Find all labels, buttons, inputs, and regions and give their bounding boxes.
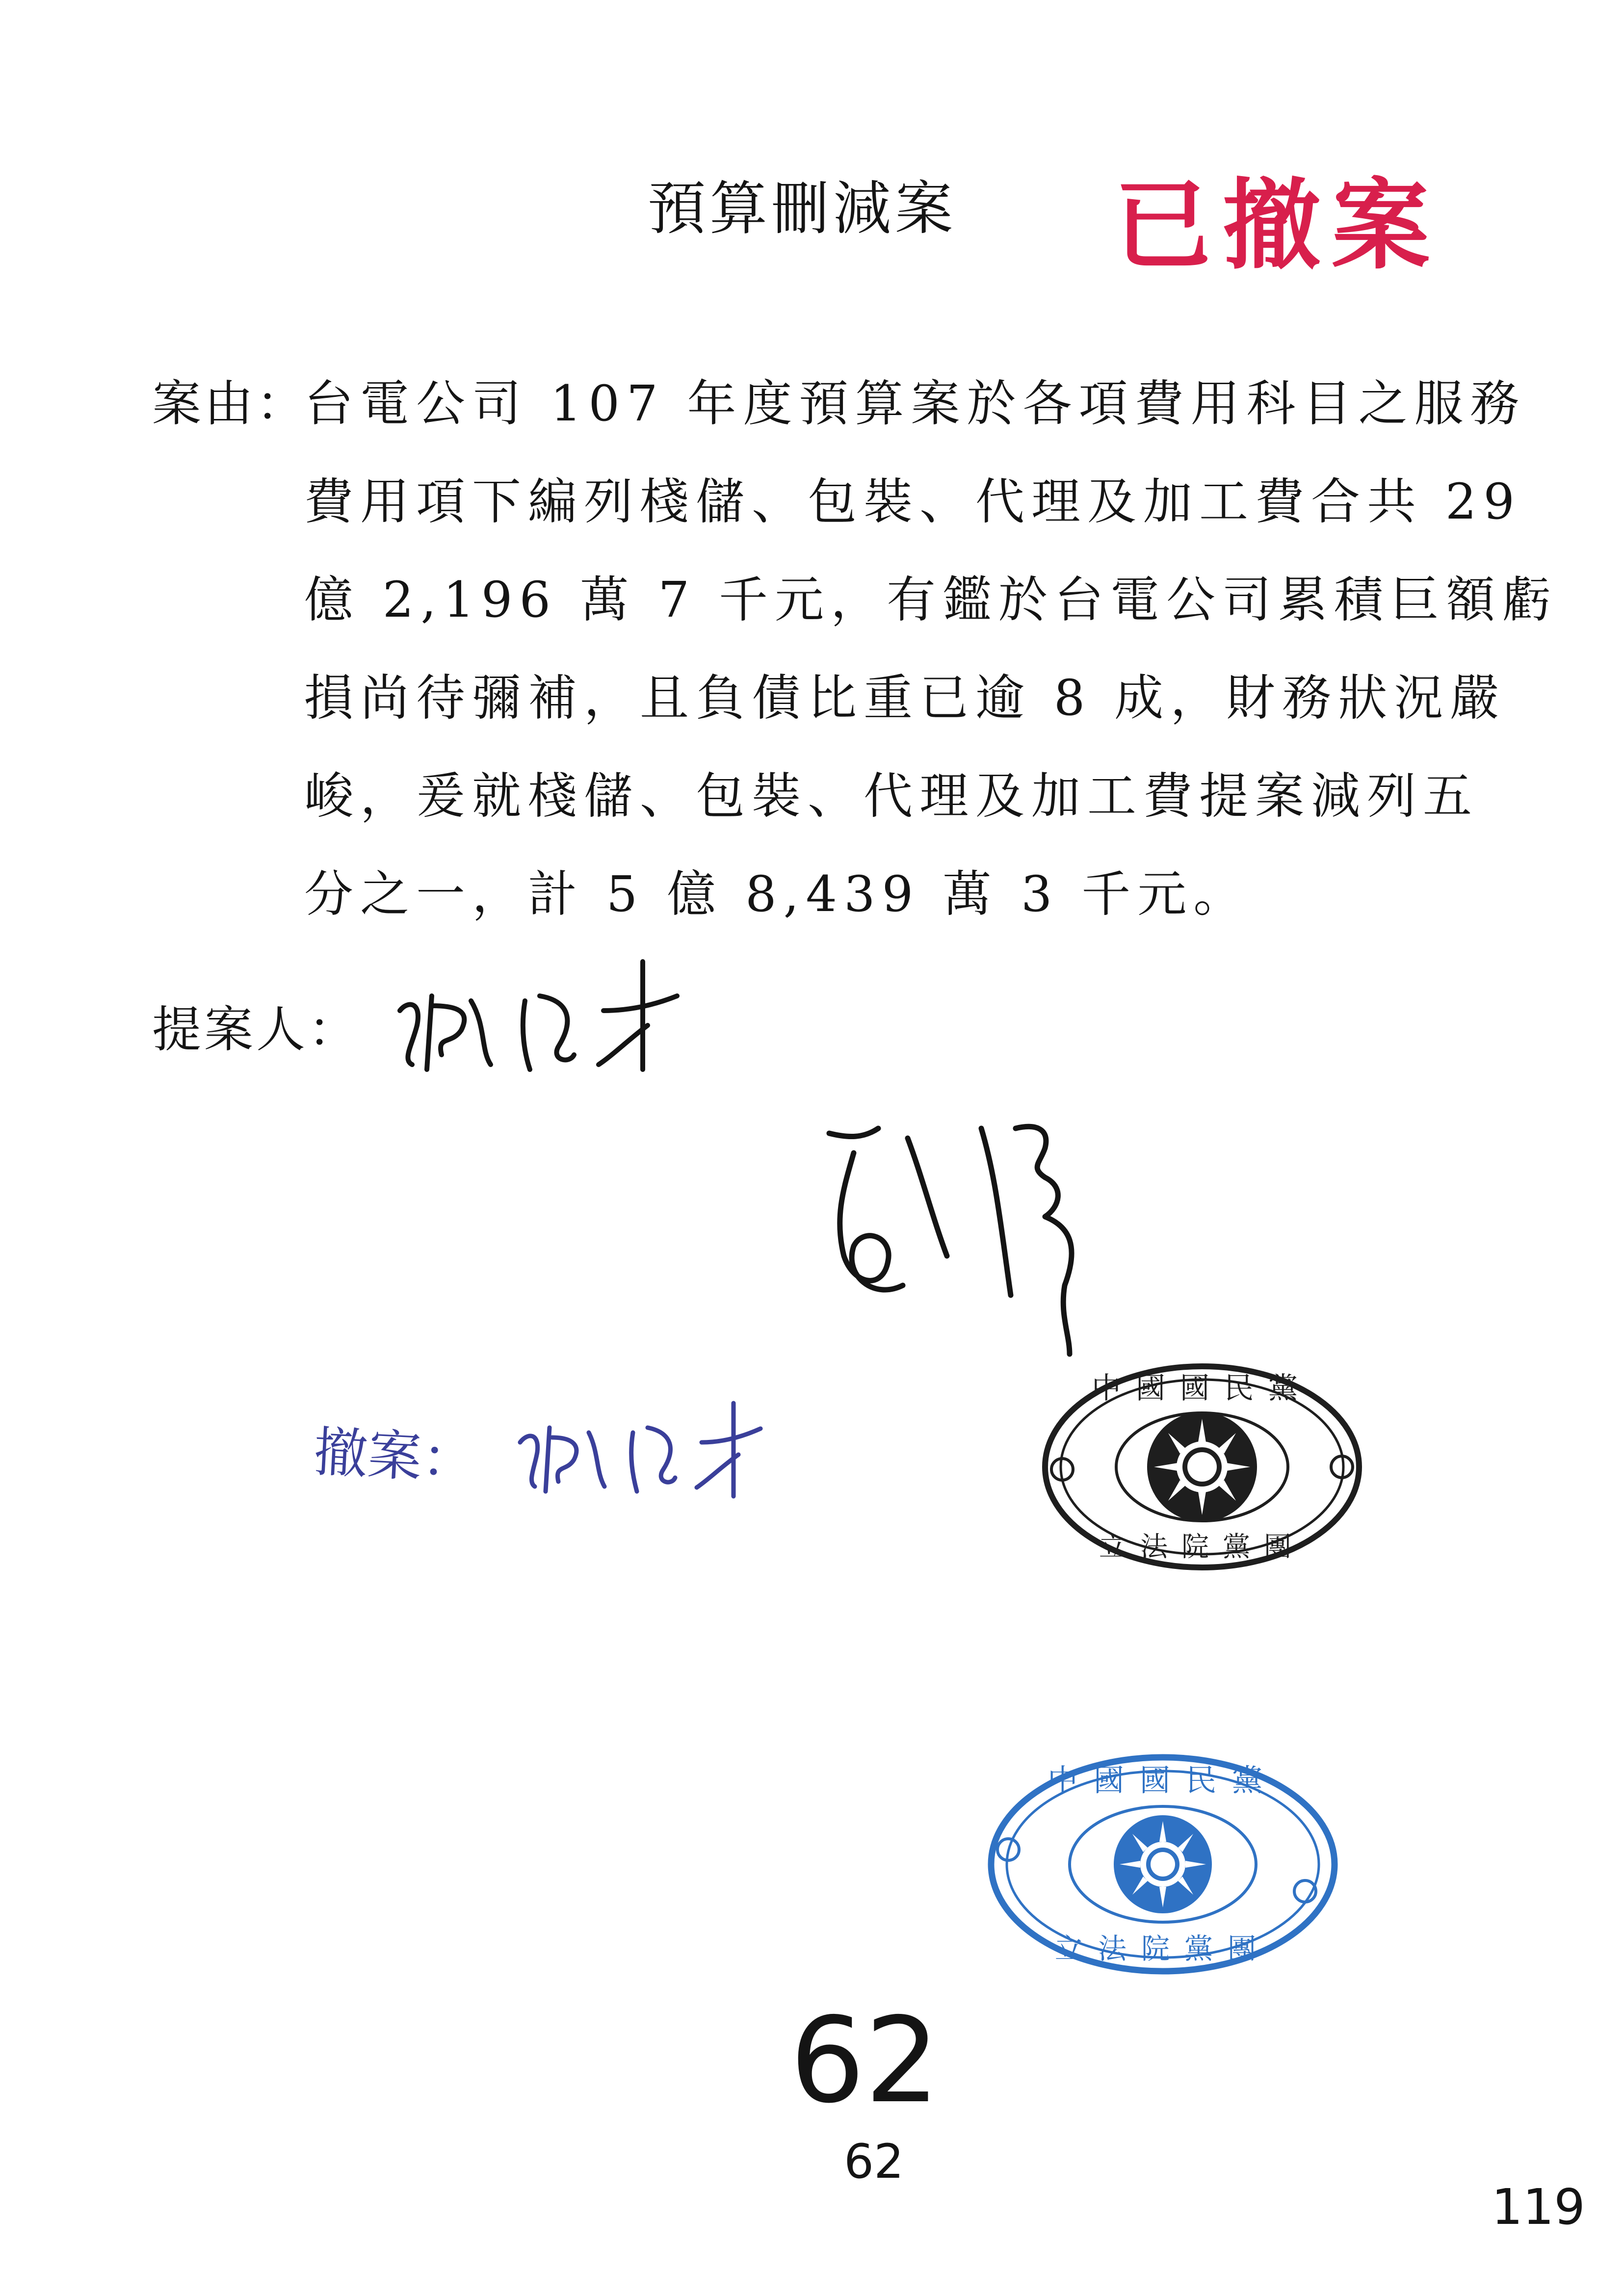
sun-emblem-icon — [1114, 1815, 1212, 1913]
proposer-signature — [400, 962, 677, 1070]
sheet-number: 119 — [1492, 2178, 1585, 2236]
withdrawn-stamp: 已撤案 — [1114, 169, 1441, 283]
co-signer-signature — [829, 1126, 1072, 1354]
page-number: 62 — [790, 1992, 940, 2129]
reason-line: 分之一，計 5 億 8,439 萬 3 千元。 — [304, 865, 1250, 923]
withdraw-note-label: 撤案： — [312, 1420, 477, 1492]
reason-line: 費用項下編列棧儲、包裝、代理及加工費合共 29 — [304, 473, 1522, 530]
sun-emblem-icon — [1147, 1412, 1257, 1522]
proposer-label: 提案人： — [152, 1001, 360, 1058]
seal-top-text: 中國國民黨 — [1092, 1371, 1312, 1406]
seal-bottom-text: 立法院黨團 — [1099, 1531, 1305, 1563]
document-title: 預算刪減案 — [648, 175, 957, 242]
seal-bottom-text: 立法院黨團 — [1054, 1932, 1271, 1965]
party-seal-black — [1045, 1366, 1359, 1567]
party-seal-blue — [991, 1757, 1335, 1971]
reason-line: 峻，爰就棧儲、包裝、代理及加工費提案減列五 — [304, 767, 1479, 825]
seal-top-text: 中國國民黨 — [1047, 1762, 1279, 1798]
reason-line: 億 2,196 萬 7 千元，有鑑於台電公司累積巨額虧 — [304, 571, 1558, 628]
withdraw-signature — [520, 1403, 760, 1496]
reason-label: 案由： — [152, 375, 308, 432]
page-number-small: 62 — [844, 2134, 904, 2189]
reason-line: 損尚待彌補，且負債比重已逾 8 成，財務狀況嚴 — [304, 669, 1506, 727]
reason-line: 台電公司 107 年度預算案於各項費用科目之服務 — [304, 375, 1526, 432]
